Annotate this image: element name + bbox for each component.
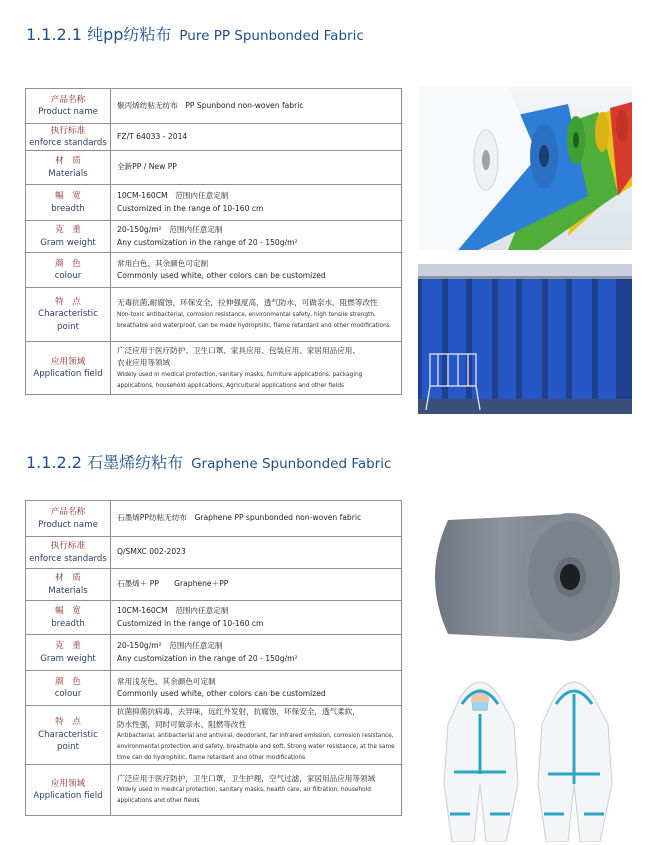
spec-label-en: enforce standards [29,138,107,148]
section1-title-en: Pure PP Spunbonded Fabric [179,28,364,44]
spec-value-line: Commonly used white, other colors can be customized [117,271,326,280]
spec-row [26,288,402,342]
spec-row [26,537,402,569]
spec-label-en: Gram weight [40,237,96,248]
spec-value [111,288,402,342]
spec-row [26,501,402,537]
spec-label [26,706,111,765]
spec-value-line: 聚丙烯纺粘无纺布 PP Spunbond non-woven fabric [117,100,304,110]
spec-value-line: 防水性强，同时可做亲水、阻燃等改性 [117,719,247,729]
spec-label [26,342,111,395]
spec-label [26,537,111,569]
spec-value-line: 常用白色、其余颜色可定制 [117,258,209,268]
spec-value [111,601,402,635]
spec-label-en: Gram weight [40,653,96,664]
spec-value-line: Customized in the range of 10-160 cm [117,203,264,213]
spec-label-cn: 产品名称 [50,507,86,517]
spec-value-line: 常用浅灰色、其余颜色可定制 [117,676,216,686]
spec-label [26,185,111,221]
section2-title [26,450,391,473]
spec-row [26,89,402,124]
graphene-spec-table [25,500,402,816]
spec-row [26,253,402,288]
spec-value-line: Q/SMXC 002-2023 [117,547,186,557]
spec-label-cn: 应用领域 [50,778,86,789]
spec-value [111,253,402,288]
spec-value-detail: applications and other fields [117,798,200,805]
spec-label [26,253,111,288]
graphene-roll-image [418,500,632,650]
protective-suit-image [430,664,630,842]
spec-value [111,671,402,706]
spec-label [26,221,111,253]
spec-label [26,671,111,706]
spec-label [26,501,111,537]
spec-label-en: Characteristic point [38,309,98,332]
spec-value-line: 农业应用等领域 [117,358,171,367]
spec-row [26,706,402,765]
spec-row [26,221,402,253]
spec-label-cn: 幅 宽 [55,191,81,201]
spec-label-cn: 产品名称 [50,94,86,105]
section1-title [26,22,364,45]
spec-value [111,706,402,765]
spec-label-cn: 材 质 [55,156,81,166]
spec-row [26,151,402,185]
spec-value-line: 20-150g/m² 范围内任意定制 [117,225,223,234]
spec-label [26,124,111,151]
spec-value-line: Commonly used white, other colors can be customized [117,689,326,698]
spec-label-cn: 颜 色 [55,676,81,687]
spec-row [26,671,402,706]
spec-label-cn: 克 重 [55,641,81,651]
section1-title-cn: 1.1.2.1 纯pp纺粘布 [26,25,172,44]
spec-value [111,635,402,671]
spec-value-line: 20-150g/m² 范围内任意定制 [117,641,223,650]
spec-value-detail: Widely used in medical protection, sanitary masks, health care, air filtration, household [117,787,371,794]
spec-value-line: Any customization in the range of 20 - 150g/m² [117,653,298,663]
spec-value [111,185,402,221]
spec-value-detail: Non-toxic antibacterial, corrosion resistance, environmental safety, high tensile strength, [117,311,376,318]
spec-label-cn: 颜 色 [55,258,81,269]
spec-label-en: Materials [48,168,88,179]
spec-row [26,601,402,635]
spec-value [111,124,402,151]
spec-label-en: colour [54,689,82,699]
spec-value-line: FZ/T 64033 - 2014 [117,131,188,141]
spec-value [111,89,402,124]
spec-value [111,537,402,569]
spec-value [111,151,402,185]
spec-label [26,601,111,635]
spec-value-line: 广泛应用于医疗防护、卫生口罩、家具应用、包装应用、家居用品应用、 [117,345,360,355]
spec-label [26,635,111,671]
spec-value-detail: Widely used in medical protection, sanitary masks, furniture applications, packaging [117,371,363,378]
spec-value-detail: applications, household applications, Agricultural applications and other fields [117,382,345,389]
spec-row [26,185,402,221]
spec-label-cn: 幅 宽 [55,606,81,616]
spec-row [26,342,402,395]
hospital-curtain-image [418,264,632,414]
spec-value-line: 无毒抗菌,耐腐蚀，环保安全，拉伸强度高，透气防水，可做亲水，阻燃等改性 [117,298,378,308]
spec-value-line: Any customization in the range of 20 - 150g/m² [117,237,298,247]
spec-value-line: 抗菌抑菌抗病毒，去异味，远红外发射，抗腐蚀，环保安全，透气柔软， [117,707,360,716]
spec-row [26,124,402,151]
spec-value [111,569,402,601]
spec-label-en: Application field [33,791,103,801]
spec-value-line: 石墨烯＋ PP Graphene＋PP [117,579,229,589]
spec-value-line: 全新PP / New PP [117,162,177,172]
pure-pp-spec-table [25,88,402,395]
spec-value-line: 石墨烯PP纺粘无纺布 Graphene PP spunbonded non-woven fabric [117,513,362,523]
spec-label-cn: 克 重 [55,225,81,235]
spec-value-detail: time can do hydrophilic, flame retardant and other modifications [117,755,306,761]
spec-label-cn: 应用领域 [50,356,86,367]
spec-row [26,635,402,671]
spec-row [26,765,402,816]
spec-value [111,765,402,816]
spec-value-detail: breathable and waterproof, can be made hydrophilic, flame retardant and other modifications [117,322,390,329]
spec-label-en: Materials [48,585,88,596]
spec-label-en: enforce standards [29,553,107,564]
spec-value-line: 广泛应用于医疗防护，卫生口罩，卫生护理，空气过滤，家居用品应用等领域 [117,773,376,783]
spec-label-en: colour [54,271,82,281]
spec-row [26,569,402,601]
fabric-rolls-image [418,86,632,250]
spec-value [111,501,402,537]
spec-label-en: Application field [33,369,103,379]
spec-label-cn: 执行标准 [50,125,86,136]
spec-label-cn: 特 点 [55,717,81,728]
spec-label-cn: 特 点 [55,296,81,307]
section2-title-en: Graphene Spunbonded Fabric [191,456,392,472]
spec-label-cn: 执行标准 [50,541,86,551]
spec-value-detail: Antibacterial, antibacterial and antiviral, deodorant, far infrared emission, corrosion resistance, [117,733,394,739]
spec-label [26,569,111,601]
spec-label-en: breadth [51,203,85,214]
spec-value-line: Customized in the range of 10-160 cm [117,618,264,628]
spec-value [111,342,402,395]
spec-label-cn: 材 质 [55,573,81,583]
spec-label-en: Characteristic point [38,729,98,753]
spec-label [26,151,111,185]
spec-value-line: 10CM-160CM 范围内任意定制 [117,606,229,615]
spec-label-en: Product name [38,107,98,117]
spec-label [26,89,111,124]
spec-label-en: breadth [51,618,85,629]
spec-label-en: Product name [38,519,98,530]
spec-value-line: 10CM-160CM 范围内任意定制 [117,191,229,200]
section2-title-cn: 1.1.2.2 石墨烯纺粘布 [26,453,184,472]
spec-value-detail: environmental protection and safety, breathable and soft, Strong water resistance, at the same [117,744,395,750]
spec-label [26,765,111,816]
spec-label [26,288,111,342]
spec-value [111,221,402,253]
